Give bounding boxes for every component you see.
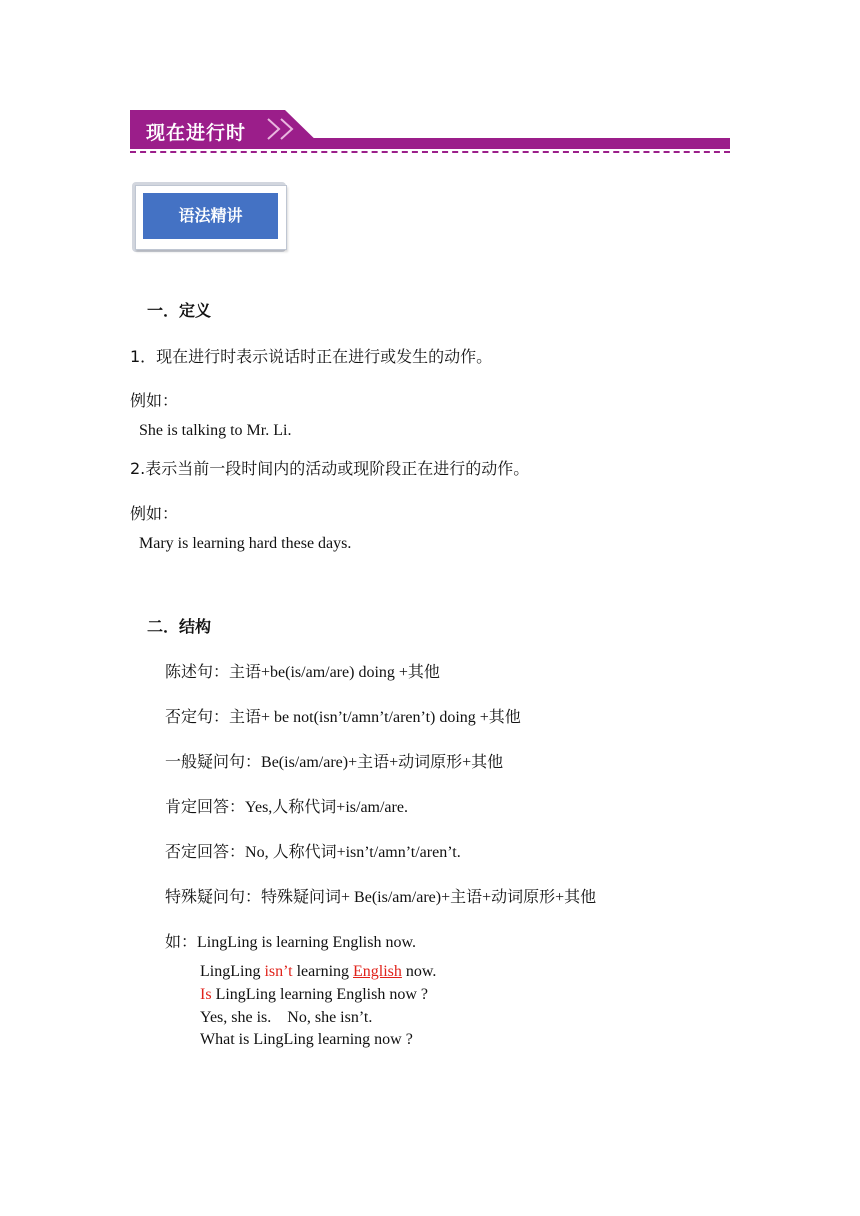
structure-label: 肯定回答： (165, 797, 246, 816)
section-box-label: 语法精讲 (178, 206, 243, 225)
example-text: LingLing learning English now ? (211, 986, 428, 1003)
example-sentence: LingLing is learning English now. (197, 934, 416, 951)
definition-item-1: 1．现在进行时表示说话时正在进行或发生的动作。 (130, 347, 493, 366)
structure-formula: 主语+be(is/am/are) doing +其他 (229, 664, 440, 681)
structure-line-positive-answer (165, 794, 408, 817)
example-negative (200, 963, 436, 981)
structure-formula: 特殊疑问词+ Be(is/am/are)+主语+动词原形+其他 (261, 889, 597, 906)
definition-item-2: 2.表示当前一段时间内的活动或现阶段正在进行的动作。 (130, 459, 530, 478)
page-title: 现在进行时 (146, 122, 247, 144)
structure-formula: Be(is/am/are)+主语+动词原形+其他 (261, 754, 504, 771)
example-wh-question: What is LingLing learning now ? (200, 1031, 413, 1048)
highlight-text: English (353, 963, 402, 980)
highlight-text: Is (200, 986, 212, 1003)
example-label: 如： (165, 932, 198, 951)
structure-formula: 主语+ be not(isn’t/amn’t/aren’t) doing +其他 (229, 709, 521, 726)
example-text: now. (401, 963, 437, 980)
highlight-text: isn’t (264, 963, 293, 980)
structure-label: 陈述句： (165, 662, 230, 681)
structure-label: 一般疑问句： (165, 752, 262, 771)
example-answers: Yes, she is. No, she isn’t. (200, 1009, 373, 1026)
example-text: LingLing (200, 963, 265, 980)
structure-line-negative-answer (165, 839, 461, 862)
structure-line-wh-question (165, 884, 596, 907)
structure-heading: 二．结构 (147, 617, 212, 636)
structure-line-negative (165, 704, 521, 727)
structure-label: 特殊疑问句： (165, 887, 262, 906)
example-text: learning (292, 963, 354, 980)
structure-line-statement (165, 659, 440, 682)
structure-formula: Yes,人称代词+is/am/are. (245, 799, 408, 816)
example-sentence-2: Mary is learning hard these days. (139, 535, 352, 552)
header-divider (130, 151, 730, 153)
structure-formula: No, 人称代词+isn’t/amn’t/aren’t. (245, 844, 461, 861)
definition-heading: 一．定义 (147, 301, 212, 320)
structure-example-main (165, 929, 416, 952)
example-label-1: 例如： (130, 391, 179, 410)
structure-label: 否定回答： (165, 842, 246, 861)
structure-line-yes-no-question (165, 749, 503, 772)
double-chevron-right-icon (265, 116, 299, 142)
structure-label: 否定句： (165, 707, 230, 726)
example-label-2: 例如： (130, 504, 179, 523)
example-question (200, 986, 428, 1004)
example-sentence-1: She is talking to Mr. Li. (139, 422, 292, 439)
